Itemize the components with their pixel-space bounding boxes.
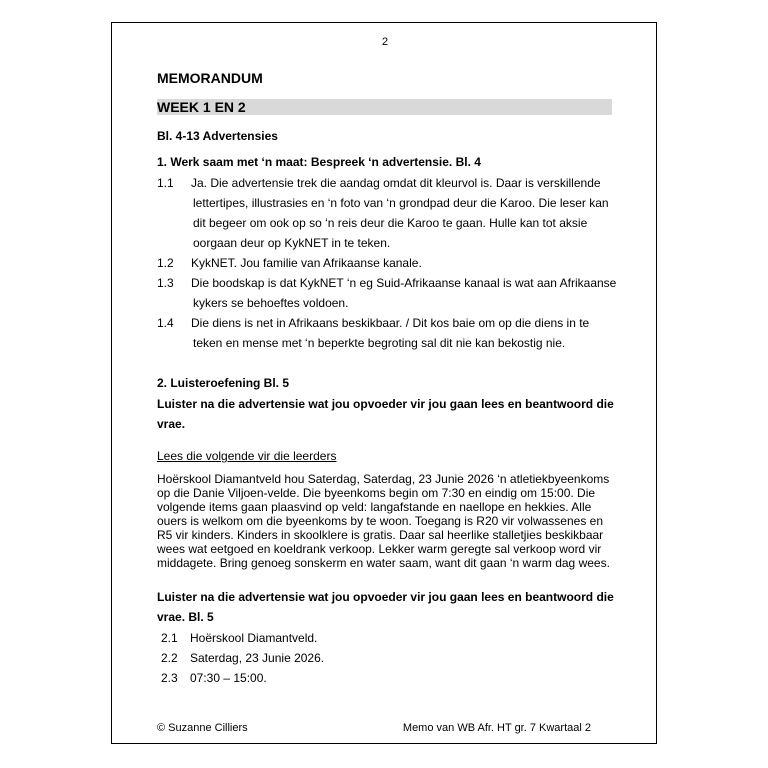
instruction-line: vrae. Bl. 5	[157, 610, 214, 624]
answer-line: lettertipes, illustrasies en ‘n foto van ‘n grondpad deur die Karoo. Die leser kan	[193, 196, 609, 210]
answer-line: Die boodskap is dat KykNET ‘n eg Suid-Afrikaanse kanaal is wat aan Afrikaanse	[191, 276, 617, 290]
memorandum-heading: MEMORANDUM	[157, 70, 263, 86]
answer-line: teken en mense met ‘n beperkte begroting sal dit nie kan bekostig nie.	[193, 336, 566, 350]
answer-line: Die diens is net in Afrikaans beskikbaar. / Dit kos baie om op die diens in te	[191, 316, 590, 330]
item-number: 2.2	[161, 651, 178, 665]
week-title-bar: WEEK 1 EN 2	[157, 99, 612, 115]
answer-text: Hoërskool Diamantveld.	[190, 631, 318, 645]
instruction-line: vrae.	[157, 417, 186, 431]
footer-copyright: © Suzanne Cilliers	[157, 722, 248, 734]
instruction-line: Luister na die advertensie wat jou opvoeder vir jou gaan lees en beantwoord die	[157, 397, 614, 411]
item-number: 1.2	[157, 256, 174, 270]
answer-line: Ja. Die advertensie trek die aandag omdat dit kleurvol is. Daar is verskillende	[191, 176, 601, 190]
answer-line: kykers se behoeftes voldoen.	[193, 296, 349, 310]
question-1-title: 1. Werk saam met ‘n maat: Bespreek ‘n advertensie. Bl. 4	[157, 155, 481, 169]
item-number: 1.1	[157, 176, 174, 190]
item-number: 2.3	[161, 671, 178, 685]
answer-line: KykNET. Jou familie van Afrikaanse kanale.	[191, 256, 422, 270]
answer-line: dit begeer om ook op so ‘n reis deur die Karoo te gaan. Hulle kan tot aksie	[193, 216, 588, 230]
answer-text: 07:30 – 15:00.	[190, 671, 267, 685]
listening-passage: Hoërskool Diamantveld hou Saterdag, Saterdag, 23 Junie 2026 ‘n atletiekbyeenkoms op die Danie Viljoen-velde. Die byeenkoms begin om 7:30 en eindig om 15:00. Die volgende items gaan plaasvind op veld: langafstande en naellope en hekkies. Alle ouers is welkom om die byeenkoms by te woon. Toegang is R20 vir volwassenes en R5 vir kinders. Kinders in skoolklere is gratis. Daar sal heerlike stalletjies beskikbaar wees wat eetgoed en koeldrank verkoop. Lekker warm geregte sal verkoop word vir middagete. Bring genoeg sonskerm en water saam, want dit gaan ‘n warm dag wees.	[157, 472, 610, 570]
section-title: Bl. 4-13 Advertensies	[157, 129, 278, 143]
item-number: 1.4	[157, 316, 174, 330]
read-heading: Lees die volgende vir die leerders	[157, 449, 337, 463]
answer-line: oorgaan deur op KykNET in te teken.	[193, 236, 391, 250]
item-number: 1.3	[157, 276, 174, 290]
document-page	[111, 22, 657, 744]
footer-title: Memo van WB Afr. HT gr. 7 Kwartaal 2	[402, 722, 591, 734]
question-2-title: 2. Luisteroefening Bl. 5	[157, 376, 290, 390]
instruction-line: Luister na die advertensie wat jou opvoeder vir jou gaan lees en beantwoord die	[157, 590, 614, 604]
item-number: 2.1	[161, 631, 178, 645]
page-number: 2	[381, 36, 389, 48]
answer-text: Saterdag, 23 Junie 2026.	[190, 651, 325, 665]
